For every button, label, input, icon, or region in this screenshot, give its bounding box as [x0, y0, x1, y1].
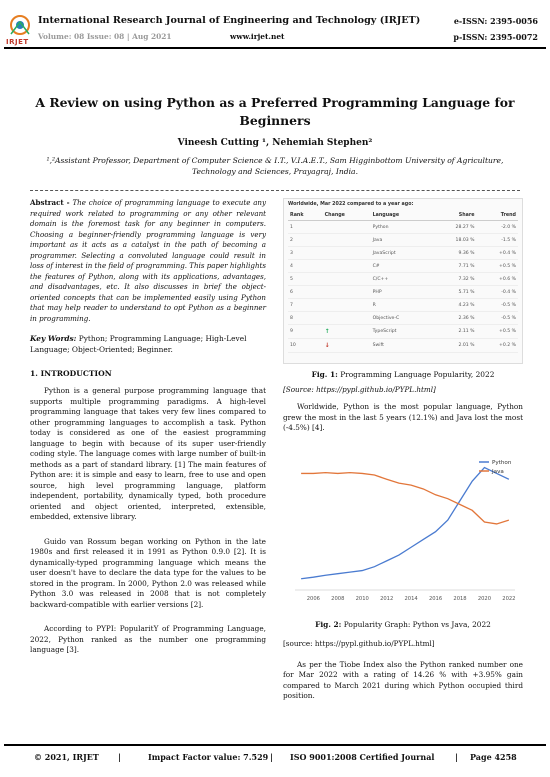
table-cell-change	[323, 234, 371, 247]
table-cell-trend: -1.5 %	[477, 234, 518, 247]
table-cell-rank: 8	[288, 312, 323, 325]
paper-affiliation: ¹,²Assistant Professor, Department of Computer Science & I.T., V.I.A.E.T., Sam Higginbottom University of Agriculture, Technology and Sciences, Prayagraj, India.	[46, 156, 504, 176]
table-cell-share: 7.71 %	[431, 260, 476, 273]
x-tick-label: 2018	[453, 595, 467, 602]
paper-authors: Vineesh Cutting ¹, Nehemiah Stephen²	[177, 138, 373, 148]
fig2-caption-text: Popularity Graph: Python vs Java, 2022	[343, 619, 491, 629]
table-cell-language: C/C++	[371, 273, 432, 286]
x-tick-label: 2022	[502, 595, 516, 602]
table-cell-trend: -0.4 %	[477, 286, 518, 299]
table-cell-change	[323, 273, 371, 286]
table-cell-share: 28.27 %	[431, 221, 476, 234]
table-header: Trend	[477, 211, 518, 221]
paragraph: Worldwide, Python is the most popular language, Python grew the most in the last 5 years (12.1%) and Java lost the most (-4.5%) [4].	[283, 402, 523, 432]
table-row	[288, 273, 518, 286]
table-header: Rank	[288, 211, 323, 221]
table-cell-share: 2.11 %	[431, 325, 476, 339]
footer-separator: |	[118, 752, 121, 762]
table-cell-language: JavaScript	[371, 247, 432, 260]
table-cell-share: 4.23 %	[431, 299, 476, 312]
table-cell-trend: -2.0 %	[477, 221, 518, 234]
plot-area	[295, 454, 515, 590]
x-tick-label: 2020	[477, 595, 492, 602]
footer-iso: ISO 9001:2008 Certified Journal	[290, 752, 435, 762]
fig2-label: Fig. 2:	[315, 619, 342, 629]
paper-title: A Review on using Python as a Preferred Programming Language for Beginners	[35, 95, 515, 128]
table-row	[288, 339, 518, 353]
table-cell-rank: 7	[288, 299, 323, 312]
popularity-table	[288, 211, 518, 353]
e-issn: e-ISSN: 2395-0056	[453, 16, 538, 26]
figure-2-caption	[283, 620, 523, 629]
table-cell-rank: 10	[288, 339, 323, 353]
table-cell-language: Objective-C	[371, 312, 432, 325]
journal-header	[0, 0, 550, 48]
header-divider	[4, 47, 546, 49]
logo-text: IRJET	[6, 38, 29, 46]
figure-1-source: [Source: https://pypl.github.io/PYPL.html]	[283, 385, 436, 394]
table-cell-change	[323, 312, 371, 325]
fig1-label: Fig. 1:	[311, 370, 338, 379]
table-cell-rank: 6	[288, 286, 323, 299]
footer-separator: |	[270, 752, 273, 762]
table-cell-rank: 4	[288, 260, 323, 273]
python-vs-java-chart	[283, 440, 523, 610]
table-cell-change	[323, 221, 371, 234]
table-cell-change	[323, 247, 371, 260]
table-cell-language: R	[371, 299, 432, 312]
abstract-text: The choice of programming language to execute any required work related to programming or any other relevant domain is the foremost task for any beginner in computers. Choosing a beginner-friendly programming language is very important as it acts as a catalyst in the path of becoming a programmer. Selecting a convoluted language could result in loss of interest in the field of programming. This paper highlights the features of Python, along with its applications, advantages, and disadvantages, etc. It also discusses in brief the object-oriented concepts that can be implemented easily using Python that may help reader to understand to opt Python as a beginner in programming.	[30, 198, 267, 323]
table-cell-trend: +0.5 %	[477, 325, 518, 339]
footer-separator: |	[455, 752, 458, 762]
legend-label-java: Java	[492, 468, 504, 475]
footer-copyright: © 2021, IRJET	[34, 752, 99, 762]
table-cell-language: PHP	[371, 286, 432, 299]
journal-issue: Volume: 08 Issue: 08 | Aug 2021	[38, 32, 172, 41]
table-row	[288, 247, 518, 260]
x-tick-label: 2008	[331, 595, 345, 602]
footer-impact-factor: Impact Factor value: 7.529	[148, 752, 269, 762]
table-cell-rank: 3	[288, 247, 323, 260]
table-cell-share: 2.01 %	[431, 339, 476, 353]
journal-title: International Research Journal of Engineering and Technology (IRJET)	[38, 15, 421, 26]
table-cell-change: ↓	[323, 339, 371, 353]
legend-label-python: Python	[492, 459, 512, 466]
fig1-caption-text: Programming Language Popularity, 2022	[340, 370, 495, 379]
figure-1-caption	[283, 370, 523, 379]
footer-divider	[4, 744, 546, 746]
paragraph: As per the Tiobe Index also the Python ranked number one for Mar 2022 with a rating of 14.26 % with +3.95% gain compared to March 2021 during which Python occupied third position.	[283, 659, 523, 700]
left-column	[30, 198, 266, 656]
table-cell-change	[323, 286, 371, 299]
abstract-label: Abstract -	[30, 198, 70, 207]
table-cell-change	[323, 299, 371, 312]
table-cell-trend: -0.5 %	[477, 299, 518, 312]
p-issn: p-ISSN: 2395-0072	[453, 32, 538, 42]
table-cell-rank: 9	[288, 325, 323, 339]
table-cell-share: 2.36 %	[431, 312, 476, 325]
right-column	[283, 198, 523, 702]
keywords	[30, 334, 266, 355]
table-header: Language	[371, 211, 432, 221]
table-row	[288, 299, 518, 312]
keywords-label: Key Words:	[30, 334, 77, 343]
popularity-table-figure	[283, 198, 523, 364]
table-cell-trend: +0.4 %	[477, 247, 518, 260]
table-caption: Worldwide, Mar 2022 compared to a year ago:	[288, 202, 414, 207]
section-heading-introduction: 1. INTRODUCTION	[30, 369, 112, 378]
table-cell-language: TypeScript	[371, 325, 432, 339]
table-cell-language: Swift	[371, 339, 432, 353]
table-row	[288, 221, 518, 234]
table-cell-language: Python	[371, 221, 432, 234]
table-row	[288, 286, 518, 299]
paragraph: According to PYPI: PopularitY of Programming Language, 2022, Python ranked as the number one programming language [3].	[30, 624, 266, 654]
table-cell-share: 18.03 %	[431, 234, 476, 247]
figure-2-source: [source: https://pypl.github.io/PYPL.html]	[283, 638, 435, 648]
table-cell-language: Java	[371, 234, 432, 247]
journal-url[interactable]: www.irjet.net	[230, 32, 285, 41]
x-tick-label: 2016	[428, 595, 443, 602]
table-cell-share: 5.71 %	[431, 286, 476, 299]
table-cell-rank: 5	[288, 273, 323, 286]
table-cell-change: ↑	[323, 325, 371, 339]
table-cell-share: 9.36 %	[431, 247, 476, 260]
table-row	[288, 312, 518, 325]
abstract	[30, 198, 266, 324]
table-cell-change	[323, 260, 371, 273]
table-row	[288, 325, 518, 339]
table-header: Share	[431, 211, 476, 221]
table-cell-share: 7.32 %	[431, 273, 476, 286]
x-tick-label: 2010	[355, 595, 369, 602]
keywords-text: Python; Programming Language; High-Level Language; Object-Oriented; Beginner.	[30, 334, 247, 354]
table-cell-trend: +0.5 %	[477, 260, 518, 273]
table-cell-trend: +0.2 %	[477, 339, 518, 353]
table-header: Change	[323, 211, 371, 221]
table-cell-rank: 2	[288, 234, 323, 247]
table-cell-trend: -0.5 %	[477, 312, 518, 325]
footer-page-number: Page 4258	[470, 752, 517, 762]
table-cell-trend: +0.6 %	[477, 273, 518, 286]
table-row	[288, 260, 518, 273]
paragraph: Guido van Rossum began working on Python in the late 1980s and first released it in 1991 as Python 0.9.0 [2]. It is dynamically-typed programming language which means the user doesn't have to declare the data type for the values to be stored in the program. In 2000, Python 2.0 was released while Python 3.0 was released in 2008 that is not completely backward-compatible with earlier versions [2].	[30, 536, 266, 609]
table-cell-rank: 1	[288, 221, 323, 234]
table-header-row	[288, 211, 518, 221]
table-cell-language: C#	[371, 260, 432, 273]
paragraph: Python is a general purpose programming language that supports multiple programming paradigms. A high-level programming language that takes very few lines compared to other programming languages to accomplish a task. Python today is considered as one of the easiest programming language to begin with because of its super user-friendly coding style. The language comes with large number of built-in methods as a part of standard library. [1] The main features of Python are: it is simple and easy to learn, free to use and open source, high level programming language, platform independent, portability, dynamically typed, both procedure oriented and object oriented, interpreted, extensible, embedded, extensive library.	[30, 386, 266, 521]
table-row	[288, 234, 518, 247]
x-tick-label: 2012	[380, 595, 394, 602]
x-tick-label: 2014	[404, 595, 418, 602]
title-divider	[30, 190, 520, 191]
x-tick-label: 2006	[306, 595, 320, 602]
